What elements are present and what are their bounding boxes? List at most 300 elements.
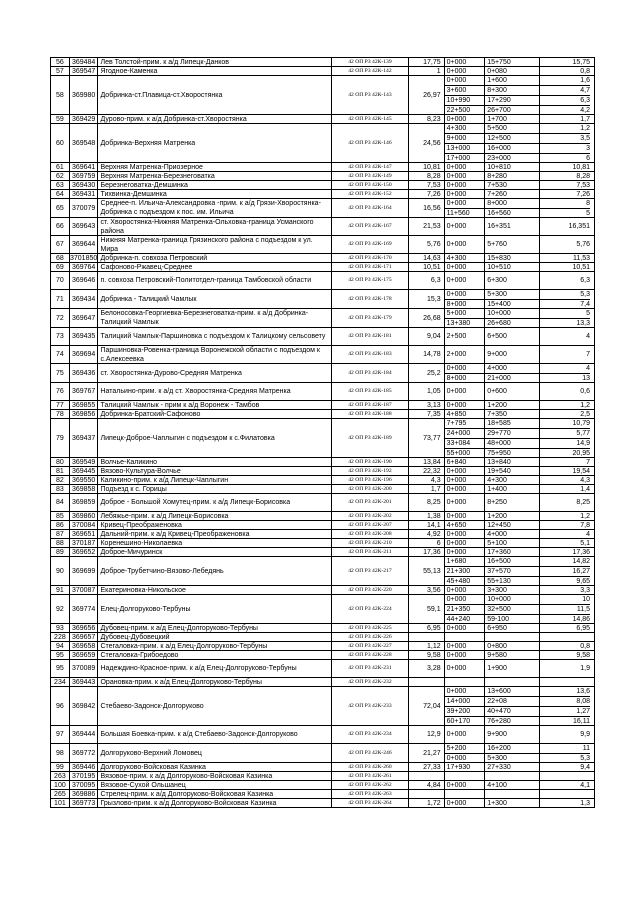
road-id: 369859 (70, 494, 99, 512)
segment-start: 4+300 (446, 255, 467, 262)
segment-end: 4+000 (487, 531, 507, 538)
segment-end: 37+570 (485, 566, 538, 576)
segment-length (540, 678, 590, 686)
road-name: Стегаловка-прим. к а/д Елец-Долгоруково-Тербуны (98, 642, 331, 651)
road-code: 42 ОП РЗ 42К-220 (332, 586, 409, 595)
road-code: 42 ОП РЗ 42К-262 (332, 781, 409, 790)
road-name: Орановка-прим. к а/д Елец-Долгоруково-Тербуны (98, 678, 331, 687)
segment-length: 5,77 (540, 428, 590, 438)
segment-length: 0,8 (580, 68, 590, 75)
segment-length-cell (540, 781, 595, 790)
segment-start: 0+000 (446, 200, 467, 207)
segment-start-cell (445, 309, 486, 328)
segment-start-cell (445, 272, 486, 290)
segment-length-cell (540, 218, 595, 236)
segment-length: 5,3 (580, 291, 590, 298)
segment-length: 3,5 (540, 133, 590, 143)
road-length: 3,28 (409, 660, 445, 678)
segment-end (485, 772, 538, 780)
segment-end: 6+950 (487, 625, 507, 632)
road-name: Вязовое-прим. к а/д Долгоруково-Войсковая Казинка (98, 772, 331, 781)
road-code: 42 ОП РЗ 42К-150 (332, 181, 409, 190)
segment-length: 4 (586, 531, 590, 538)
segment-length: 7,53 (576, 182, 590, 189)
segment-end: 12+500 (485, 133, 538, 143)
segment-length: 16,351 (568, 223, 590, 230)
segment-end-cell (485, 401, 539, 410)
segment-end-cell (485, 172, 539, 181)
road-length: 3,56 (409, 586, 445, 595)
road-length: 8,23 (409, 115, 445, 124)
row-number: 61 (51, 163, 70, 172)
segment-end-cell (485, 642, 539, 651)
road-code: 42 ОП РЗ 42К-201 (332, 494, 409, 512)
table-row (50, 595, 595, 624)
segment-end-cell (485, 521, 539, 530)
road-name: ст. Хворостянка-Нижняя Матренка-Ольховка-граница Усманского района (98, 218, 331, 236)
segment-length: 8 (586, 200, 590, 207)
segment-length: 5,76 (576, 241, 590, 248)
table-row (50, 218, 595, 236)
segment-start: 0+000 (446, 513, 467, 520)
table-row (50, 624, 595, 633)
segment-end: 19+540 (487, 468, 511, 475)
segment-start: 0+000 (446, 625, 467, 632)
road-id: 370079 (70, 199, 99, 218)
segment-end (485, 678, 538, 686)
segment-length: 1,27 (540, 706, 590, 716)
segment-start-cell (445, 410, 486, 419)
segment-start-cell (445, 512, 486, 521)
table-row (50, 263, 595, 272)
segment-start-cell (445, 181, 486, 190)
segment-start: 7+795 (446, 420, 467, 427)
road-code: 42 ОП РЗ 42К-143 (332, 76, 409, 115)
segment-start-cell (445, 790, 486, 799)
row-number: 92 (51, 595, 70, 624)
row-number: 96 (51, 687, 70, 726)
table-row (50, 557, 595, 586)
table-row (50, 190, 595, 199)
table-row (50, 458, 595, 467)
segment-end: 1+400 (487, 486, 507, 493)
road-id: 369694 (70, 346, 99, 364)
segment-start: 4+300 (446, 125, 467, 132)
road-code: 42 ОП РЗ 42К-202 (332, 512, 409, 521)
road-length: 12,9 (409, 726, 445, 744)
segment-end-cell (485, 651, 539, 660)
road-code: 42 ОП РЗ 42К-164 (332, 199, 409, 218)
road-code: 42 ОП РЗ 42К-232 (332, 678, 409, 687)
road-id: 369430 (70, 181, 99, 190)
segment-end: 16+560 (485, 208, 538, 218)
row-number: 67 (51, 236, 70, 254)
segment-start-cell (445, 199, 486, 218)
segment-end: 1+600 (487, 77, 507, 84)
segment-start: 0+000 (446, 191, 467, 198)
road-code: 42 ОП РЗ 42К-170 (332, 254, 409, 263)
road-length: 17,75 (409, 58, 445, 67)
segment-length-cell (540, 530, 595, 539)
segment-start-cell (445, 660, 486, 678)
segment-end-cell (485, 328, 539, 346)
road-name: Екатериновка-Никольское (98, 586, 331, 595)
segment-length-cell (540, 763, 595, 772)
road-length: 22,32 (409, 467, 445, 476)
segment-start: 8+000 (445, 373, 485, 383)
segment-end: 8+250 (487, 499, 507, 506)
segment-length: 17,36 (572, 549, 590, 556)
segment-end: 9+580 (487, 652, 507, 659)
segment-start: 45+480 (445, 576, 485, 586)
road-code: 42 ОП РЗ 42К-179 (332, 309, 409, 328)
table-row (50, 115, 595, 124)
segment-end-cell (485, 236, 539, 254)
road-name: Березнеговатка-Демшинка (98, 181, 331, 190)
segment-start-cell (445, 263, 486, 272)
segment-start (445, 790, 485, 798)
segment-length-cell (540, 476, 595, 485)
segment-length: 1,2 (580, 125, 590, 132)
segment-length-cell (540, 115, 595, 124)
road-code: 42 ОП РЗ 42К-234 (332, 726, 409, 744)
table-row (50, 642, 595, 651)
segment-end-cell (485, 115, 539, 124)
road-name: Добринка-Верхняя Матренка (98, 124, 331, 163)
segment-start-cell (445, 419, 486, 458)
segment-length: 9,65 (540, 576, 590, 586)
road-id: 370095 (70, 781, 99, 790)
row-number: 70 (51, 272, 70, 290)
road-length: 7,53 (409, 181, 445, 190)
segment-length: 14,9 (540, 438, 590, 448)
segment-length-cell (540, 521, 595, 530)
segment-start-cell (445, 687, 486, 726)
segment-length: 10 (582, 596, 590, 603)
segment-end: 8+000 (487, 200, 507, 207)
road-length: 8,28 (409, 172, 445, 181)
row-number: 66 (51, 218, 70, 236)
segment-start: 0+000 (446, 596, 467, 603)
segment-length-cell (540, 272, 595, 290)
segment-start-cell (445, 772, 486, 781)
road-length: 16,56 (409, 199, 445, 218)
segment-start: 13+380 (445, 318, 485, 328)
segment-start-cell (445, 172, 486, 181)
segment-length: 6,3 (580, 277, 590, 284)
segment-end: 7+530 (487, 182, 507, 189)
road-name: Добринка - Талицкий Чамлык (98, 290, 331, 309)
road-length: 1,12 (409, 642, 445, 651)
segment-length: 19,54 (572, 468, 590, 475)
segment-length: 1,3 (580, 800, 590, 807)
segment-start-cell (445, 254, 486, 263)
road-id: 369764 (70, 263, 99, 272)
segment-start: 0+000 (446, 643, 467, 650)
segment-length-cell (540, 58, 595, 67)
segment-end-cell (485, 67, 539, 76)
segment-end: 16+000 (485, 143, 538, 153)
road-id: 370089 (70, 660, 99, 678)
segment-length: 4,7 (540, 85, 590, 95)
road-length (409, 790, 445, 799)
row-number: 65 (51, 199, 70, 218)
segment-length: 16,11 (540, 716, 590, 726)
road-length: 14,78 (409, 346, 445, 364)
segment-end-cell (485, 595, 539, 624)
table-row (50, 726, 595, 744)
segment-end: 21+000 (485, 373, 538, 383)
table-row (50, 633, 595, 642)
segment-end-cell (485, 181, 539, 190)
segment-start-cell (445, 485, 486, 494)
road-id: 369644 (70, 236, 99, 254)
segment-length: 8,28 (576, 173, 590, 180)
road-name: Дубовец-прим. к а/д Елец-Долгоруково-Тербуны (98, 624, 331, 633)
row-number: 100 (51, 781, 70, 790)
road-name: Паршиновка-Ровенка-граница Воронежской области с подъездом к с.Алексеевка (98, 346, 331, 364)
segment-end: 0+800 (487, 643, 507, 650)
road-name: Дальний-прим. к а/д Кривец-Преображеновка (98, 530, 331, 539)
segment-end-cell (485, 781, 539, 790)
segment-end: 0+600 (487, 388, 507, 395)
table-row (50, 172, 595, 181)
road-code: 42 ОП РЗ 42К-169 (332, 236, 409, 254)
segment-length: 16,27 (540, 566, 590, 576)
segment-end: 59-100 (485, 614, 538, 624)
segment-length-cell (540, 190, 595, 199)
segment-start-cell (445, 586, 486, 595)
segment-start-cell (445, 467, 486, 476)
segment-length: 0,6 (580, 388, 590, 395)
segment-end: 10+000 (487, 596, 511, 603)
segment-length-cell (540, 328, 595, 346)
row-number: 72 (51, 309, 70, 328)
segment-end-cell (485, 254, 539, 263)
segment-start: 0+000 (446, 782, 467, 789)
segment-length: 11,53 (573, 255, 590, 262)
row-number: 62 (51, 172, 70, 181)
road-code: 42 ОП РЗ 42К-246 (332, 744, 409, 763)
segment-start: 0+000 (446, 531, 467, 538)
road-code: 42 ОП РЗ 42К-178 (332, 290, 409, 309)
segment-end: 4+300 (487, 477, 507, 484)
table-row (50, 124, 595, 163)
road-id: 369980 (70, 76, 99, 115)
road-id: 369772 (70, 744, 99, 763)
segment-length-cell (540, 687, 595, 726)
road-length: 27,33 (409, 763, 445, 772)
road-id: 369484 (70, 58, 99, 67)
road-name: Доброе - Большой Хомутец-прим. к а/д Липецк-Борисовка (98, 494, 331, 512)
segment-start-cell (445, 678, 486, 687)
road-length: 1 (409, 67, 445, 76)
segment-length: 4 (586, 333, 590, 340)
road-name: Среднее-п. Ильича-Александровка -прим. к а/д Грязи-Хворостянка-Добринка с подъездом к пос. им. Ильича (98, 199, 331, 218)
table-row (50, 346, 595, 364)
segment-start-cell (445, 67, 486, 76)
road-length: 21,27 (409, 744, 445, 763)
table-row (50, 548, 595, 557)
table-row (50, 410, 595, 419)
road-id: 369434 (70, 290, 99, 309)
segment-start-cell (445, 401, 486, 410)
road-code: 42 ОП РЗ 42К-264 (332, 799, 409, 808)
segment-length: 6,95 (576, 625, 590, 632)
road-length: 10,51 (409, 263, 445, 272)
segment-end: 10+510 (487, 264, 511, 271)
segment-end: 15+400 (485, 299, 538, 309)
segment-start: 39+200 (445, 706, 485, 716)
segment-start: 0+000 (446, 499, 467, 506)
row-number: 94 (51, 642, 70, 651)
row-number: 77 (51, 401, 70, 410)
segment-end: 7+350 (487, 411, 507, 418)
segment-length-cell (540, 383, 595, 401)
road-code: 42 ОП РЗ 42К-226 (332, 633, 409, 642)
row-number: 58 (51, 76, 70, 115)
table-row (50, 272, 595, 290)
segment-end: 23+000 (485, 153, 538, 163)
segment-start-cell (445, 633, 486, 642)
segment-end: 16+351 (487, 223, 511, 230)
road-length: 4,84 (409, 781, 445, 790)
row-number: 63 (51, 181, 70, 190)
segment-start-cell (445, 124, 486, 163)
road-id: 369773 (70, 799, 99, 808)
segment-end-cell (485, 744, 539, 763)
row-number: 263 (51, 772, 70, 781)
road-length: 7,26 (409, 190, 445, 199)
table-row (50, 181, 595, 190)
segment-start-cell (445, 624, 486, 633)
segment-length-cell (540, 790, 595, 799)
segment-length: 10,81 (572, 164, 590, 171)
segment-length-cell (540, 744, 595, 763)
segment-length (540, 633, 590, 641)
road-code: 42 ОП РЗ 42К-181 (332, 328, 409, 346)
segment-end-cell (485, 772, 539, 781)
road-name: Подъезд к с. Горицы (98, 485, 331, 494)
segment-start: 0+000 (446, 59, 467, 66)
segment-end: 1+200 (487, 402, 507, 409)
segment-end-cell (485, 790, 539, 799)
segment-start-cell (445, 763, 486, 772)
segment-end (485, 790, 538, 798)
segment-end: 15+750 (487, 59, 511, 66)
road-id: 369547 (70, 67, 99, 76)
road-name: Дубовец-Дубовецкий (98, 633, 331, 642)
segment-length-cell (540, 678, 595, 687)
segment-start: 4+650 (446, 522, 467, 529)
road-name: Нижняя Матренка-граница Грязинского района с подъездом к ул. Мира (98, 236, 331, 254)
segment-length (540, 772, 590, 780)
row-number: 234 (51, 678, 70, 687)
road-length (409, 772, 445, 781)
row-number: 76 (51, 383, 70, 401)
segment-length: 4,2 (540, 105, 590, 115)
segment-end: 1+200 (487, 513, 507, 520)
road-length: 10,81 (409, 163, 445, 172)
row-number: 265 (51, 790, 70, 799)
row-number: 71 (51, 290, 70, 309)
row-number: 93 (51, 624, 70, 633)
segment-end-cell (485, 346, 539, 364)
segment-length: 9,58 (576, 652, 590, 659)
road-name: Верхняя Матренка-Березнеговатка (98, 172, 331, 181)
road-name: Долгоруково-Верхний Ломовец (98, 744, 331, 763)
segment-end-cell (485, 199, 539, 218)
segment-end: 18+585 (487, 420, 511, 427)
segment-start: 0+000 (446, 477, 467, 484)
row-number: 82 (51, 476, 70, 485)
segment-length-cell (540, 595, 595, 624)
road-code: 42 ОП РЗ 42К-185 (332, 383, 409, 401)
road-length: 1,38 (409, 512, 445, 521)
segment-length: 1,4 (580, 486, 590, 493)
segment-start: 0+000 (446, 241, 467, 248)
segment-start: 0+000 (446, 486, 467, 493)
row-number: 97 (51, 726, 70, 744)
segment-end-cell (485, 58, 539, 67)
segment-start: 21+350 (445, 604, 485, 614)
road-name: Коренешино-Николаевка (98, 539, 331, 548)
road-code: 42 ОП РЗ 42К-261 (332, 772, 409, 781)
row-number: 95 (51, 660, 70, 678)
row-number: 98 (51, 744, 70, 763)
row-number: 95 (51, 651, 70, 660)
road-code: 42 ОП РЗ 42К-224 (332, 595, 409, 624)
road-code: 42 ОП РЗ 42К-183 (332, 346, 409, 364)
segment-start-cell (445, 364, 486, 383)
segment-start-cell (445, 595, 486, 624)
road-length (409, 633, 445, 642)
road-code: 42 ОП РЗ 42К-200 (332, 485, 409, 494)
road-id: 369429 (70, 115, 99, 124)
segment-end: 9+000 (487, 351, 507, 358)
segment-length: 14,86 (540, 614, 590, 624)
segment-start: 33+084 (445, 438, 485, 448)
segment-length: 3,3 (580, 587, 590, 594)
segment-length: 6 (540, 153, 590, 163)
segment-length-cell (540, 254, 595, 263)
segment-end-cell (485, 557, 539, 586)
segment-end: 32+500 (485, 604, 538, 614)
road-id: 369444 (70, 726, 99, 744)
segment-length: 1,9 (580, 665, 590, 672)
road-length: 1,72 (409, 799, 445, 808)
segment-end: 3+300 (487, 587, 507, 594)
segment-end: 29+770 (485, 428, 538, 438)
road-id: 369656 (70, 624, 99, 633)
row-number: 89 (51, 548, 70, 557)
segment-start: 0+000 (446, 277, 467, 284)
segment-length-cell (540, 539, 595, 548)
segment-start-cell (445, 476, 486, 485)
road-id: 369548 (70, 124, 99, 163)
row-number: 84 (51, 494, 70, 512)
road-length: 25,2 (409, 364, 445, 383)
table-row (50, 383, 595, 401)
row-number: 81 (51, 467, 70, 476)
road-id: 369858 (70, 485, 99, 494)
segment-start: 0+000 (445, 753, 485, 763)
road-id: 369641 (70, 163, 99, 172)
segment-end-cell (485, 799, 539, 808)
road-id: 369436 (70, 364, 99, 383)
road-id: 369842 (70, 687, 99, 726)
segment-start: 5+200 (446, 745, 467, 752)
